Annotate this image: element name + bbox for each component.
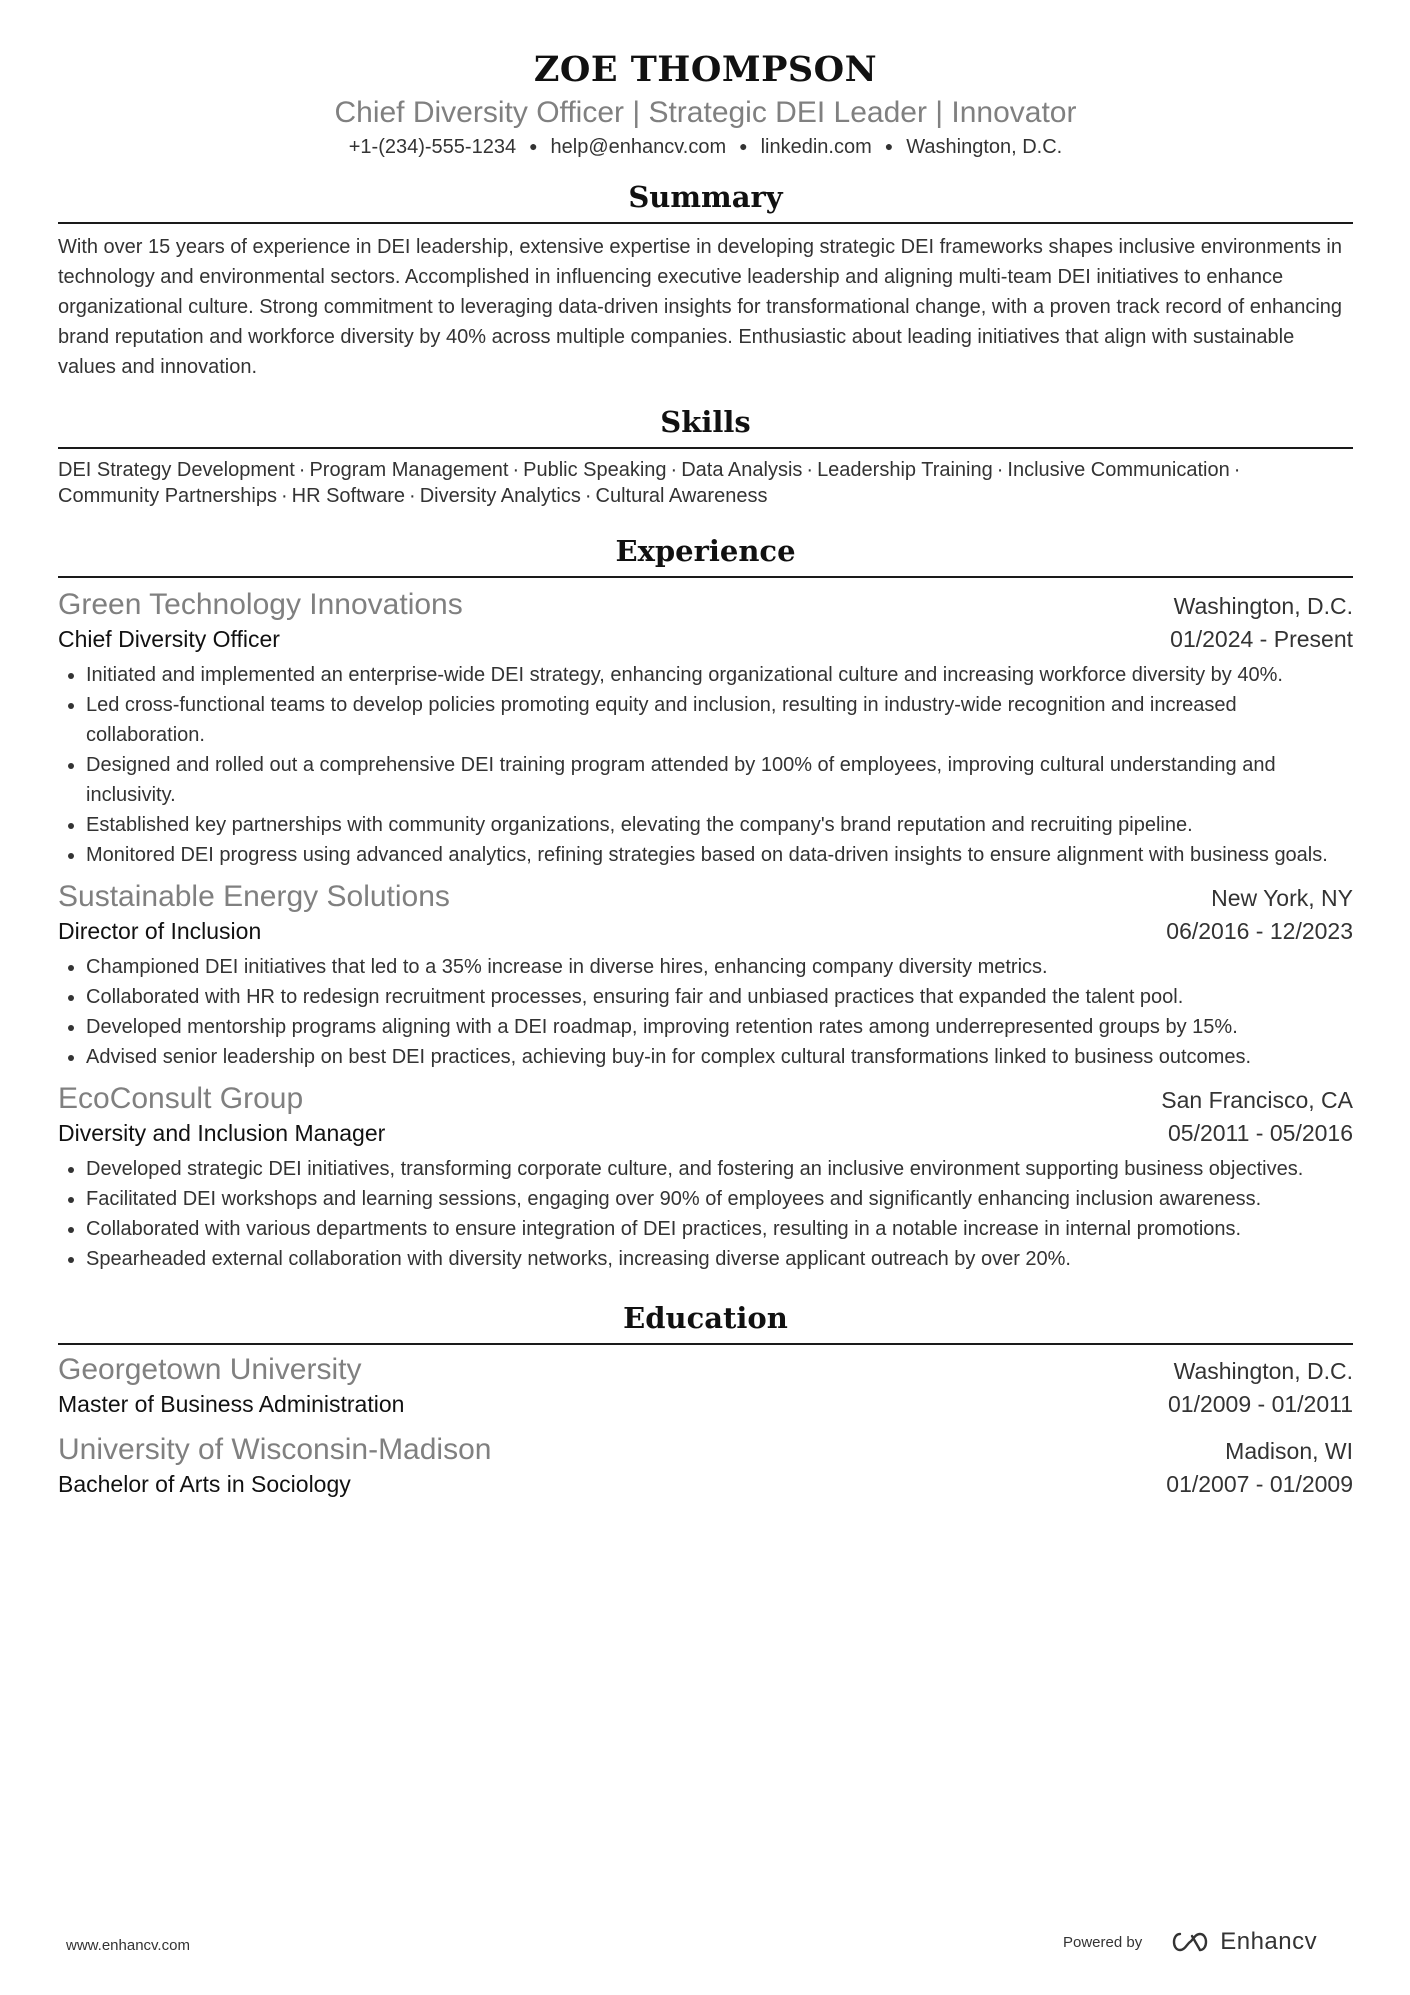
job-location: San Francisco, CA [1161, 1087, 1353, 1113]
education-dates: 01/2007 - 01/2009 [1166, 1471, 1353, 1497]
education-entry [58, 1431, 1353, 1499]
job-dates: 05/2011 - 05/2016 [1167, 1120, 1353, 1146]
skill-separator: · [298, 459, 306, 481]
skills-list [58, 457, 1368, 509]
job-title: Chief Diversity Officer [58, 626, 280, 652]
list-item: • Collaborated with various departments to ensure integration of DEI practices, resulting in a notable increase in internal promotions. [86, 1214, 1353, 1244]
bullet-separator-icon: ● [529, 138, 538, 154]
school-name: Georgetown University [58, 1353, 362, 1386]
entry-subheader [58, 916, 1353, 946]
list-item: • Advised senior leadership on best DEI practices, achieving buy-in for complex cultural transformations linked to business outcomes. [86, 1042, 1353, 1072]
experience-entry [58, 1080, 1353, 1274]
skill-separator: · [996, 459, 1004, 481]
entry-subheader [58, 624, 1353, 654]
skill-item: Cultural Awareness [595, 485, 768, 507]
contact-phone: +1-(234)-555-1234 [348, 136, 517, 158]
experience-entry [58, 586, 1353, 870]
entry-subheader [58, 1118, 1353, 1148]
job-dates: 06/2016 - 12/2023 [1166, 918, 1353, 944]
skill-item: HR Software [291, 485, 406, 507]
candidate-tagline: Chief Diversity Officer | Strategic DEI Leader | Innovator [334, 96, 1077, 129]
entry-subheader [58, 1389, 1353, 1419]
skill-item: Inclusive Communication [1007, 459, 1230, 481]
job-location: New York, NY [1211, 885, 1353, 911]
company-name: Sustainable Energy Solutions [58, 880, 450, 913]
footer-branding[interactable] [1063, 1928, 1317, 1956]
section-divider [58, 576, 1353, 578]
entry-header [58, 1351, 1353, 1389]
powered-by-label: Powered by [1063, 1933, 1143, 1951]
contact-email[interactable]: help@enhancv.com [550, 136, 727, 158]
skill-separator: · [280, 485, 288, 507]
school-location: Madison, WI [1225, 1438, 1353, 1464]
section-divider [58, 1343, 1353, 1345]
skill-item: DEI Strategy Development [58, 459, 295, 481]
list-item: • Facilitated DEI workshops and learning sessions, engaging over 90% of employees and significantly enhancing inclusion awareness. [86, 1184, 1353, 1214]
bullet-separator-icon: ● [739, 138, 748, 154]
school-name: University of Wisconsin-Madison [58, 1433, 492, 1466]
list-item: • Developed strategic DEI initiatives, transforming corporate culture, and fostering an inclusive environment supporting business objectives. [86, 1154, 1353, 1184]
job-title: Diversity and Inclusion Manager [58, 1120, 386, 1146]
list-item: • Established key partnerships with community organizations, elevating the company's brand reputation and recruiting pipeline. [86, 810, 1353, 840]
skill-separator: · [670, 459, 678, 481]
bullet-separator-icon: ● [884, 138, 894, 154]
achievement-list [58, 660, 1353, 870]
job-dates: 01/2024 - Present [1170, 626, 1353, 652]
skill-separator: · [409, 485, 416, 507]
company-name: EcoConsult Group [58, 1082, 304, 1115]
resume-page [58, 0, 1353, 1499]
entry-header [58, 1431, 1353, 1469]
education-dates: 01/2009 - 01/2011 [1167, 1391, 1353, 1417]
section-divider [58, 447, 1353, 449]
skill-item: Public Speaking [523, 459, 667, 481]
skill-item: Leadership Training [817, 459, 993, 481]
achievement-list [58, 952, 1353, 1072]
list-item: • Initiated and implemented an enterprise-wide DEI strategy, enhancing organizational culture and increasing workforce diversity by 40%. [86, 660, 1353, 690]
education-entry [58, 1351, 1353, 1419]
skill-separator: · [806, 459, 814, 481]
list-item: • Monitored DEI progress using advanced analytics, refining strategies based on data-driven insights to ensure alignment with business goals. [86, 840, 1353, 870]
summary-text: With over 15 years of experience in DEI leadership, extensive expertise in developing strategic DEI frameworks shapes inclusive environments in technology and environmental sectors. Accomplished in influencing executive leadership and aligning multi-team DEI initiatives to enhance organizational culture. Strong commitment to leveraging data-driven insights for transformational change, with a proven track record of enhancing brand reputation and workforce diversity by 40% across multiple companies. Enthusiastic about leading initiatives that align with sustainable values and innovation. [58, 236, 1343, 378]
list-item: • Championed DEI initiatives that led to a 35% increase in diverse hires, enhancing company diversity metrics. [86, 952, 1353, 982]
skills-section-title: Skills [660, 405, 751, 439]
candidate-name: ZOE THOMPSON [533, 49, 878, 90]
enhancv-logo-icon [1168, 1930, 1212, 1954]
summary-section-title: Summary [628, 180, 783, 214]
list-item: • Designed and rolled out a comprehensive DEI training program attended by 100% of employees, improving cultural understanding and inclusivity. [86, 750, 1353, 810]
degree-name: Bachelor of Arts in Sociology [58, 1471, 351, 1497]
brand-name: Enhancv [1220, 1928, 1318, 1955]
company-name: Green Technology Innovations [58, 588, 463, 621]
list-item: • Spearheaded external collaboration with diversity networks, increasing diverse applicant outreach by over 20%. [86, 1244, 1353, 1274]
skill-item: Diversity Analytics [419, 485, 581, 507]
experience-section-title: Experience [615, 534, 796, 568]
achievement-list [58, 1154, 1353, 1274]
footer-website[interactable]: www.enhancv.com [66, 1937, 190, 1954]
entry-subheader [58, 1469, 1353, 1499]
contact-linkedin[interactable]: linkedin.com [760, 136, 872, 158]
list-item: • Collaborated with HR to redesign recruitment processes, ensuring fair and unbiased practices that expanded the talent pool. [86, 982, 1353, 1012]
degree-name: Master of Business Administration [58, 1391, 405, 1417]
job-title: Director of Inclusion [58, 918, 262, 944]
section-divider [58, 222, 1353, 224]
job-location: Washington, D.C. [1173, 593, 1353, 619]
skill-item: Community Partnerships [58, 485, 277, 507]
skill-separator: · [1233, 459, 1241, 481]
experience-entry [58, 878, 1353, 1072]
entry-header [58, 586, 1353, 624]
skill-item: Data Analysis [681, 459, 803, 481]
education-section-title: Education [623, 1301, 788, 1335]
school-location: Washington, D.C. [1173, 1358, 1353, 1384]
skill-separator: · [584, 485, 592, 507]
list-item: • Developed mentorship programs aligning with a DEI roadmap, improving retention rates among underrepresented groups by 15%. [86, 1012, 1353, 1042]
list-item: • Led cross-functional teams to develop policies promoting equity and inclusion, resulting in industry-wide recognition and increased collaboration. [86, 690, 1353, 750]
skill-item: Program Management [309, 459, 509, 481]
entry-header [58, 878, 1353, 916]
contact-line [58, 133, 1353, 162]
contact-location: Washington, D.C. [906, 136, 1063, 158]
skill-separator: · [512, 459, 520, 481]
entry-header [58, 1080, 1353, 1118]
